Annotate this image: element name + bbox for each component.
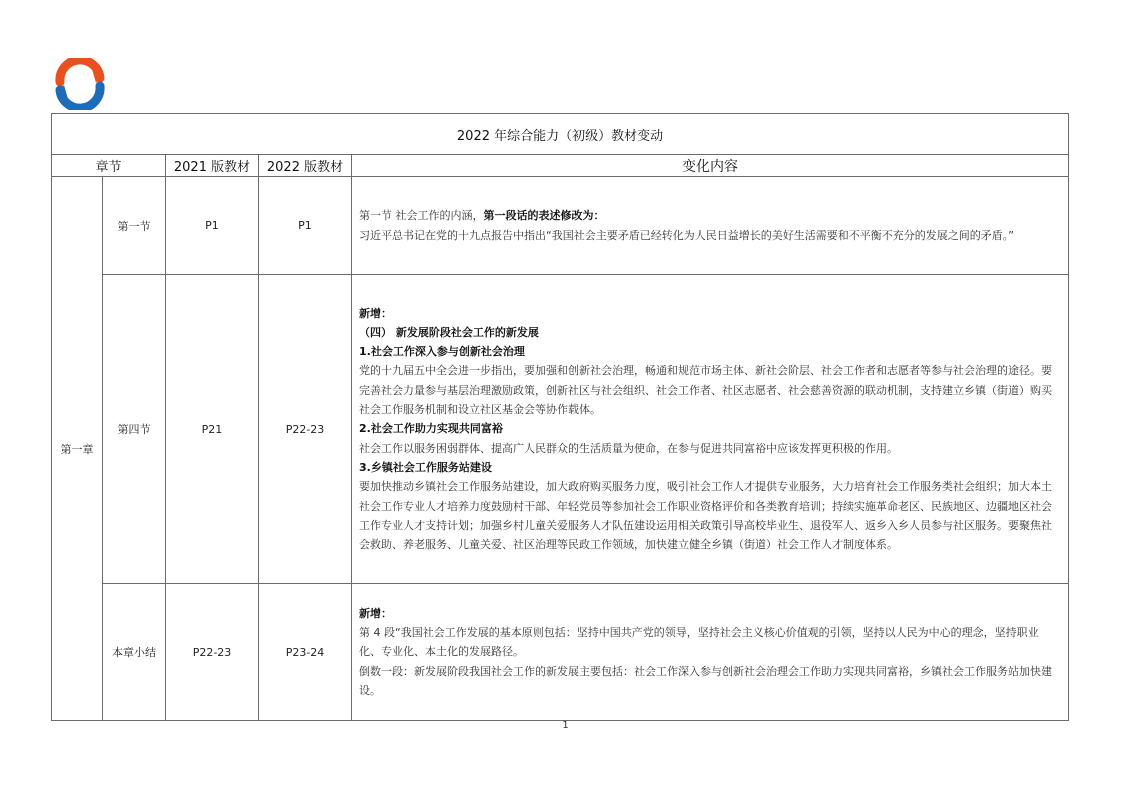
content-bold-text: 新增： [359, 306, 392, 320]
content-line [359, 226, 1060, 245]
table-row [52, 584, 1069, 721]
content-text: 倒数一段：新发展阶段我国社会工作的新发展主要包括：社会工作深入参与创新社会治理会工作助力实现共同富裕，乡镇社会工作服务站加快建设。 [359, 664, 1052, 697]
content-line [359, 206, 1060, 225]
content-line [359, 477, 1060, 554]
content-text: 第一节 社会工作的内涵， [359, 209, 484, 223]
content-bold-text: 第一段话的表述修改为： [483, 209, 605, 223]
header-change-content: 变化内容 [352, 155, 1069, 177]
header-2021-edition: 2021 版教材 [166, 155, 259, 177]
content-bold-text: 3.乡镇社会工作服务站建设 [359, 460, 492, 474]
content-line [359, 662, 1060, 701]
content-text: 第 4 段“我国社会工作发展的基本原则包括：坚持中国共产党的领导，坚持社会主义核心价值观的引领，坚持以人民为中心的理念，坚持职业化、专业化、本土化的发展路径。 [359, 626, 1039, 659]
section-label: 第四节 [103, 275, 166, 584]
content-bold-text: 1.社会工作深入参与创新社会治理 [359, 345, 525, 359]
page-number: 1 [562, 720, 569, 731]
section-label: 第一节 [103, 177, 166, 275]
table-row [52, 275, 1069, 584]
page-2022: P23-24 [259, 584, 352, 721]
content-text: 党的十九届五中全会进一步指出，要加强和创新社会治理，畅通和规范市场主体、新社会阶层、社会工作者和志愿者等参与社会治理的途径。要完善社会力量参与基层治理激励政策，创新社区与社会组织、社会工作者、社区志愿者、社会慈善资源的联动机制，支持建立乡镇（街道）购买社会工作服务机制和设立社区基金会等协作载体。 [359, 364, 1052, 417]
content-text: 社会工作以服务困弱群体、提高广人民群众的生活质量为使命，在参与促进共同富裕中应该发挥更积极的作用。 [359, 441, 898, 455]
content-line [359, 323, 1060, 342]
content-bold-text: （四） 新发展阶段社会工作的新发展 [359, 325, 539, 339]
logo-icon [52, 58, 108, 110]
chapter-label: 第一章 [52, 177, 103, 721]
content-line [359, 419, 1060, 438]
content-bold-text: 2.社会工作助力实现共同富裕 [359, 422, 503, 436]
content-line [359, 604, 1060, 623]
change-content [352, 275, 1069, 584]
content-line [359, 361, 1060, 419]
changes-table [51, 113, 1069, 721]
page-2021: P22-23 [166, 584, 259, 721]
content-text: 要加快推动乡镇社会工作服务站建设，加大政府购买服务力度，吸引社会工作人才提供专业服务，大力培育社会工作服务类社会组织；加大本土社会工作专业人才培养力度鼓励村干部、年轻党员等参加社会工作职业资格评价和各类教育培训；持续实施革命老区、民族地区、边疆地区社会工作专业人才支持计划；加强乡村儿童关爱服务人才队伍建设运用相关政策引导高校毕业生、退役军人、返乡入乡人员参与社区服务。要聚焦社会救助、养老服务、儿童关爱、社区治理等民政工作领域，加快建立健全乡镇（街道）社会工作人才制度体系。 [359, 480, 1052, 552]
content-line [359, 458, 1060, 477]
change-content [352, 584, 1069, 721]
page-2021: P21 [166, 275, 259, 584]
page-2022: P22-23 [259, 275, 352, 584]
page-2022: P1 [259, 177, 352, 275]
header-2022-edition: 2022 版教材 [259, 155, 352, 177]
section-label: 本章小结 [103, 584, 166, 721]
table-row [52, 177, 1069, 275]
table-title: 2022 年综合能力（初级）教材变动 [52, 114, 1069, 155]
content-text: 习近平总书记在党的十九点报告中指出“我国社会主要矛盾已经转化为人民日益增长的美好生活需要和不平衡不充分的发展之间的矛盾。” [359, 228, 1014, 242]
content-line [359, 304, 1060, 323]
change-content [352, 177, 1069, 275]
header-section: 章节 [52, 155, 166, 177]
content-line [359, 342, 1060, 361]
content-bold-text: 新增： [359, 606, 392, 620]
content-line [359, 439, 1060, 458]
content-line [359, 623, 1060, 662]
page-2021: P1 [166, 177, 259, 275]
